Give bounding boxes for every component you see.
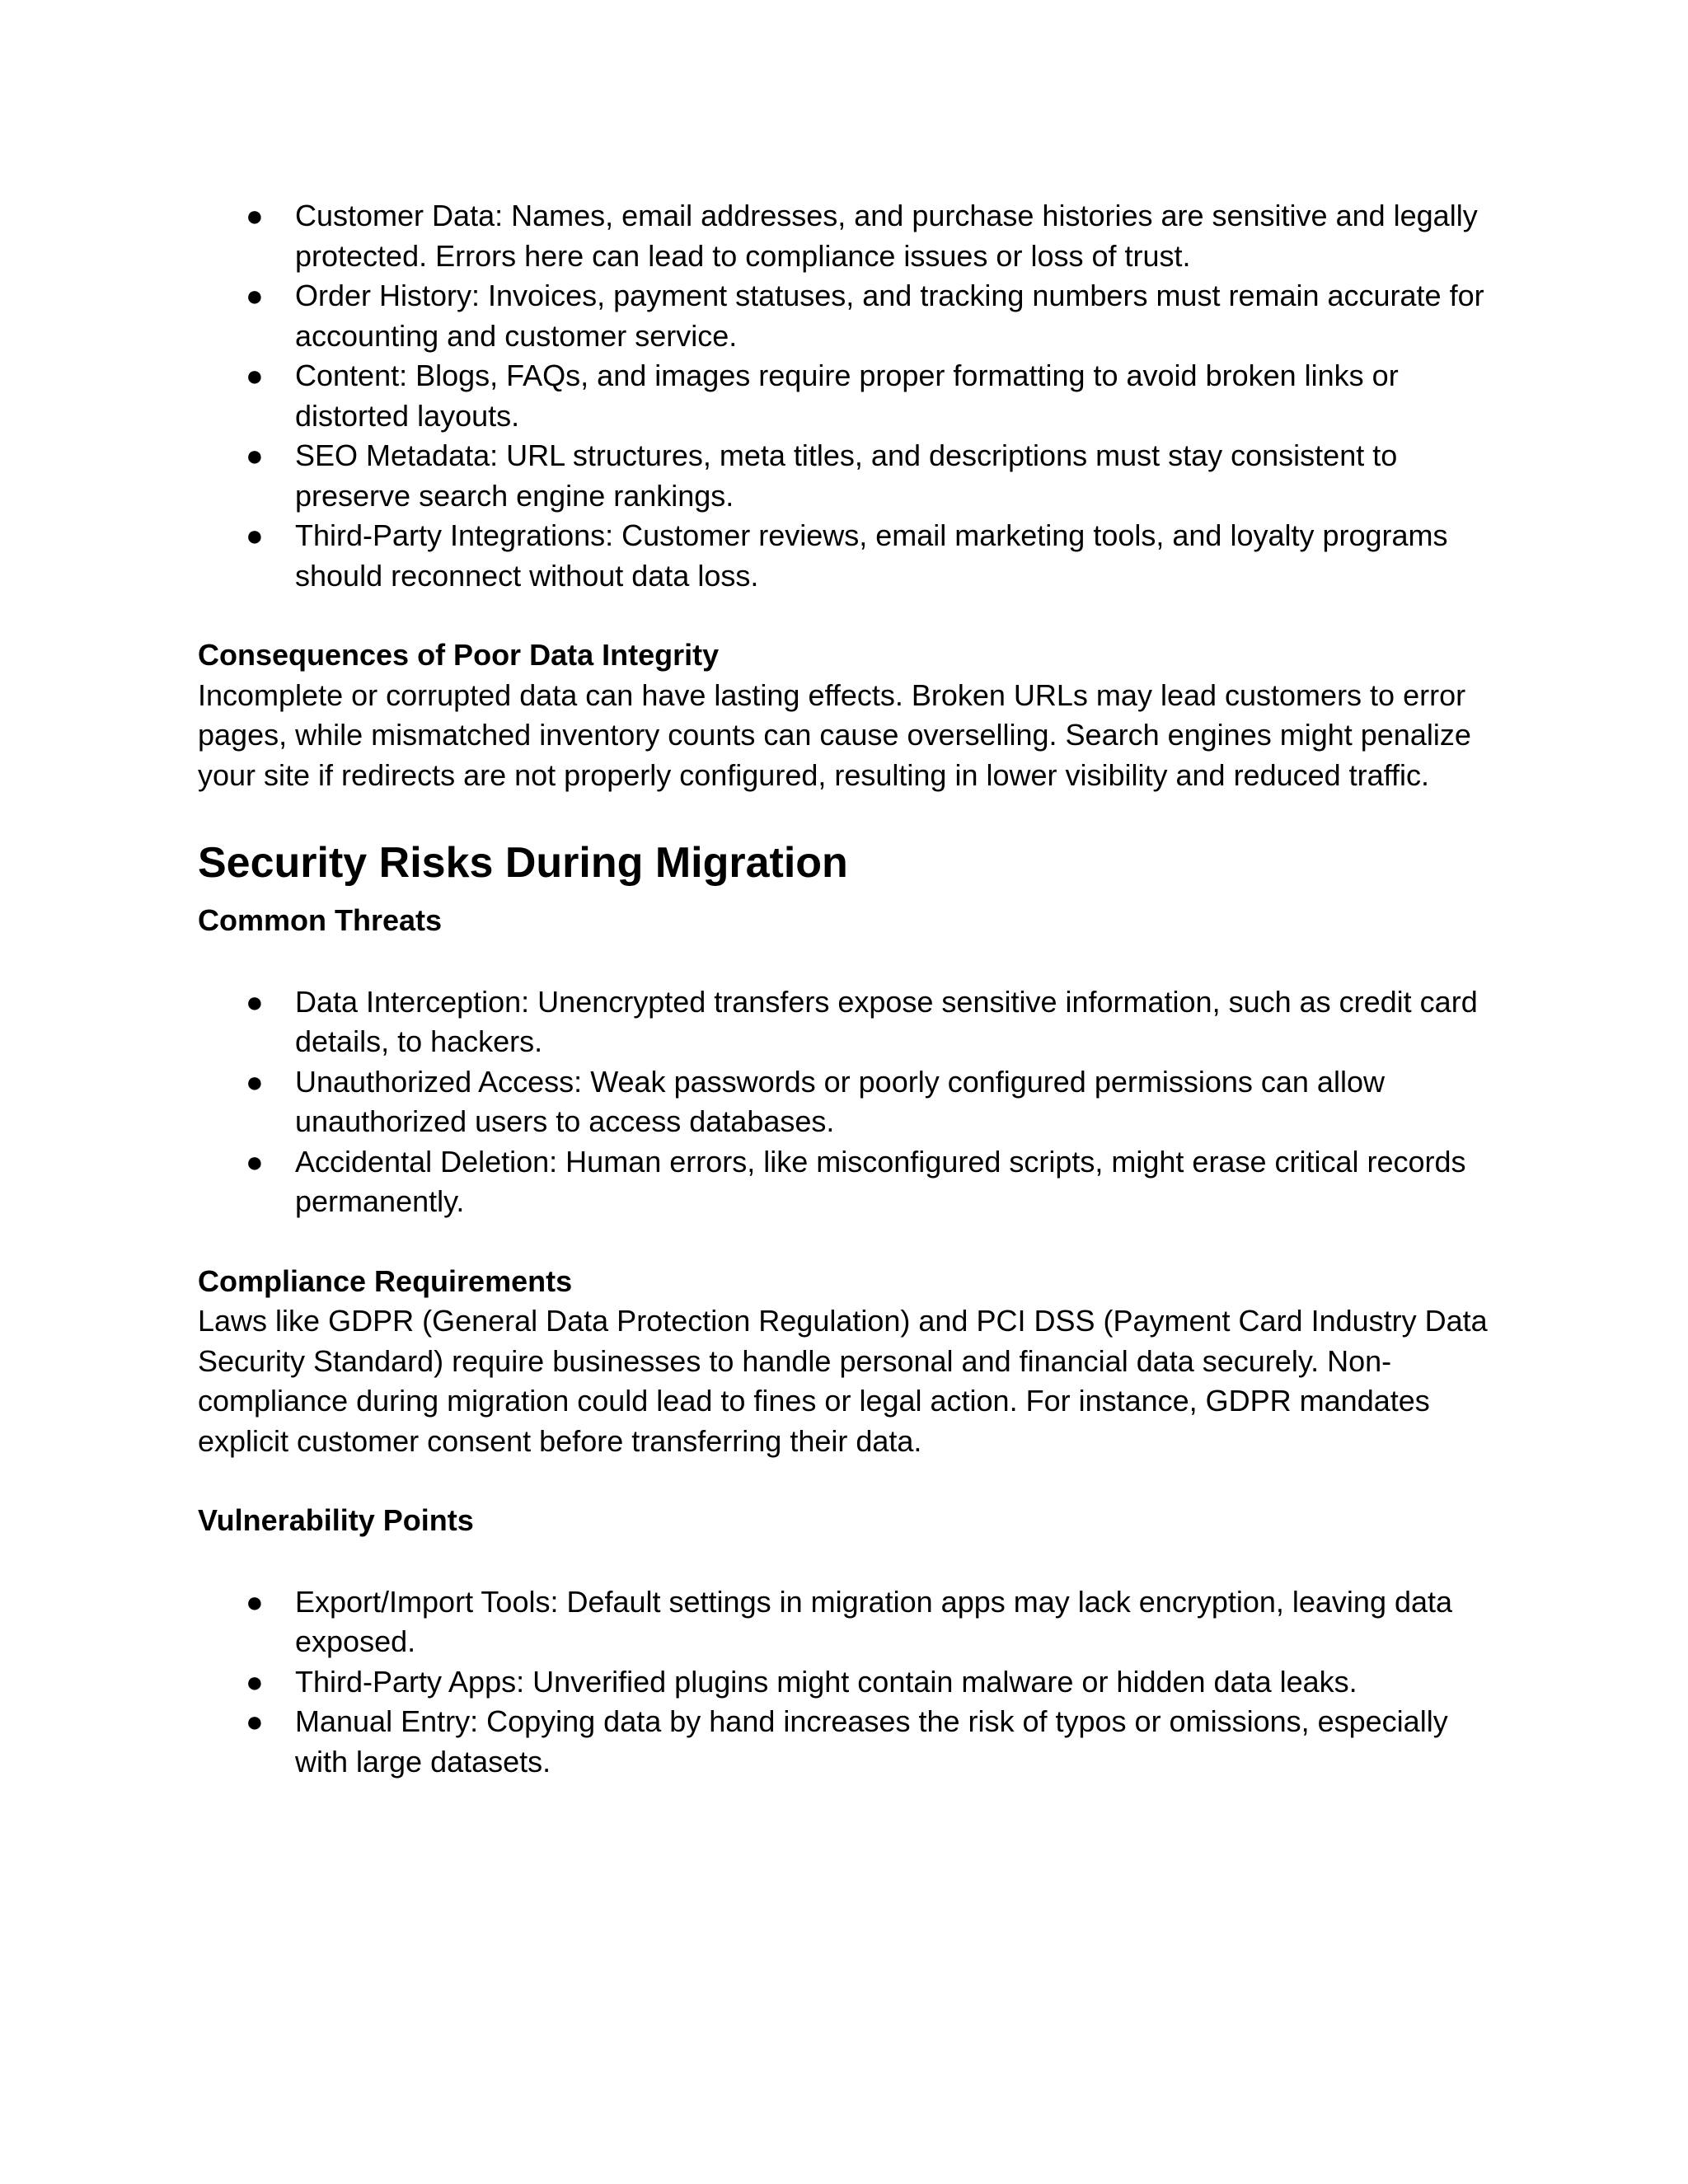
bullet-icon: ●: [246, 1584, 264, 1619]
list-item-text: Customer Data: Names, email addresses, and purchase histories are sensitive and legally protected. Errors here can lead to compliance issues or loss of trust.: [295, 199, 1478, 273]
list-item-text: Unauthorized Access: Weak passwords or poorly configured permissions can allow unauthorized users to access databases.: [295, 1064, 1385, 1138]
bullet-icon: ●: [246, 279, 264, 312]
list-item: [198, 276, 1508, 356]
list-item-text: Export/Import Tools: Default settings in migration apps may lack encryption, leaving data exposed.: [295, 1584, 1453, 1658]
consequences-paragraph: Incomplete or corrupted data can have lasting effects. Broken URLs may lead customers to error pages, while mismatched inventory counts can cause overselling. Search engines might penalize your site if redirects are not properly configured, resulting in lower visibility and reduced traffic.: [198, 677, 1471, 792]
bullet-icon: ●: [246, 1664, 264, 1699]
list-item-text: SEO Metadata: URL structures, meta titles, and descriptions must stay consistent to preserve search engine rankings.: [295, 438, 1398, 513]
vulnerabilities-list: [198, 1582, 1508, 1783]
bullet-icon: ●: [246, 1144, 264, 1179]
compliance-heading: Compliance Requirements: [198, 1263, 573, 1298]
bullet-icon: ●: [246, 199, 264, 232]
data-types-list: [198, 196, 1508, 596]
list-item-text: Third-Party Integrations: Customer reviews, email marketing tools, and loyalty programs should reconnect without data loss.: [295, 518, 1448, 593]
list-item: [198, 1582, 1508, 1662]
bullet-icon: ●: [246, 359, 264, 392]
list-item: [198, 1142, 1508, 1222]
list-item: [198, 982, 1508, 1062]
list-item: [198, 356, 1508, 436]
list-item: [198, 1662, 1508, 1703]
list-item-text: Accidental Deletion: Human errors, like misconfigured scripts, might erase critical records permanently.: [295, 1144, 1466, 1218]
bullet-icon: ●: [246, 438, 264, 472]
list-item-text: Data Interception: Unencrypted transfers expose sensitive information, such as credit card details, to hackers.: [295, 984, 1478, 1058]
compliance-paragraph: Laws like GDPR (General Data Protection Regulation) and PCI DSS (Payment Card Industry Data Security Standard) require businesses to handle personal and financial data securely. Non-compliance during migration could lead to fines or legal action. For instance, GDPR mandates explicit customer consent before transferring their data.: [198, 1304, 1488, 1458]
bullet-icon: ●: [246, 984, 264, 1019]
bullet-icon: ●: [246, 1704, 264, 1738]
list-item-text: Third-Party Apps: Unverified plugins might contain malware or hidden data leaks.: [295, 1664, 1357, 1699]
consequences-heading: Consequences of Poor Data Integrity: [198, 638, 720, 672]
list-item-text: Content: Blogs, FAQs, and images require proper formatting to avoid broken links or distorted layouts.: [295, 359, 1399, 433]
list-item-text: Manual Entry: Copying data by hand increases the risk of typos or omissions, especially with large datasets.: [295, 1704, 1448, 1779]
common-threats-heading: Common Threats: [198, 903, 443, 937]
list-item: [198, 436, 1508, 516]
list-item: [198, 1702, 1508, 1782]
bullet-icon: ●: [246, 518, 264, 552]
bullet-icon: ●: [246, 1064, 264, 1099]
list-item: [198, 196, 1508, 276]
list-item: [198, 516, 1508, 596]
vulnerability-heading: Vulnerability Points: [198, 1503, 474, 1537]
security-section-title: Security Risks During Migration: [198, 839, 848, 887]
document-content: [198, 196, 1508, 1782]
threats-list: [198, 982, 1508, 1222]
list-item: [198, 1062, 1508, 1142]
list-item-text: Order History: Invoices, payment statuses, and tracking numbers must remain accurate for accounting and customer service.: [295, 279, 1484, 353]
